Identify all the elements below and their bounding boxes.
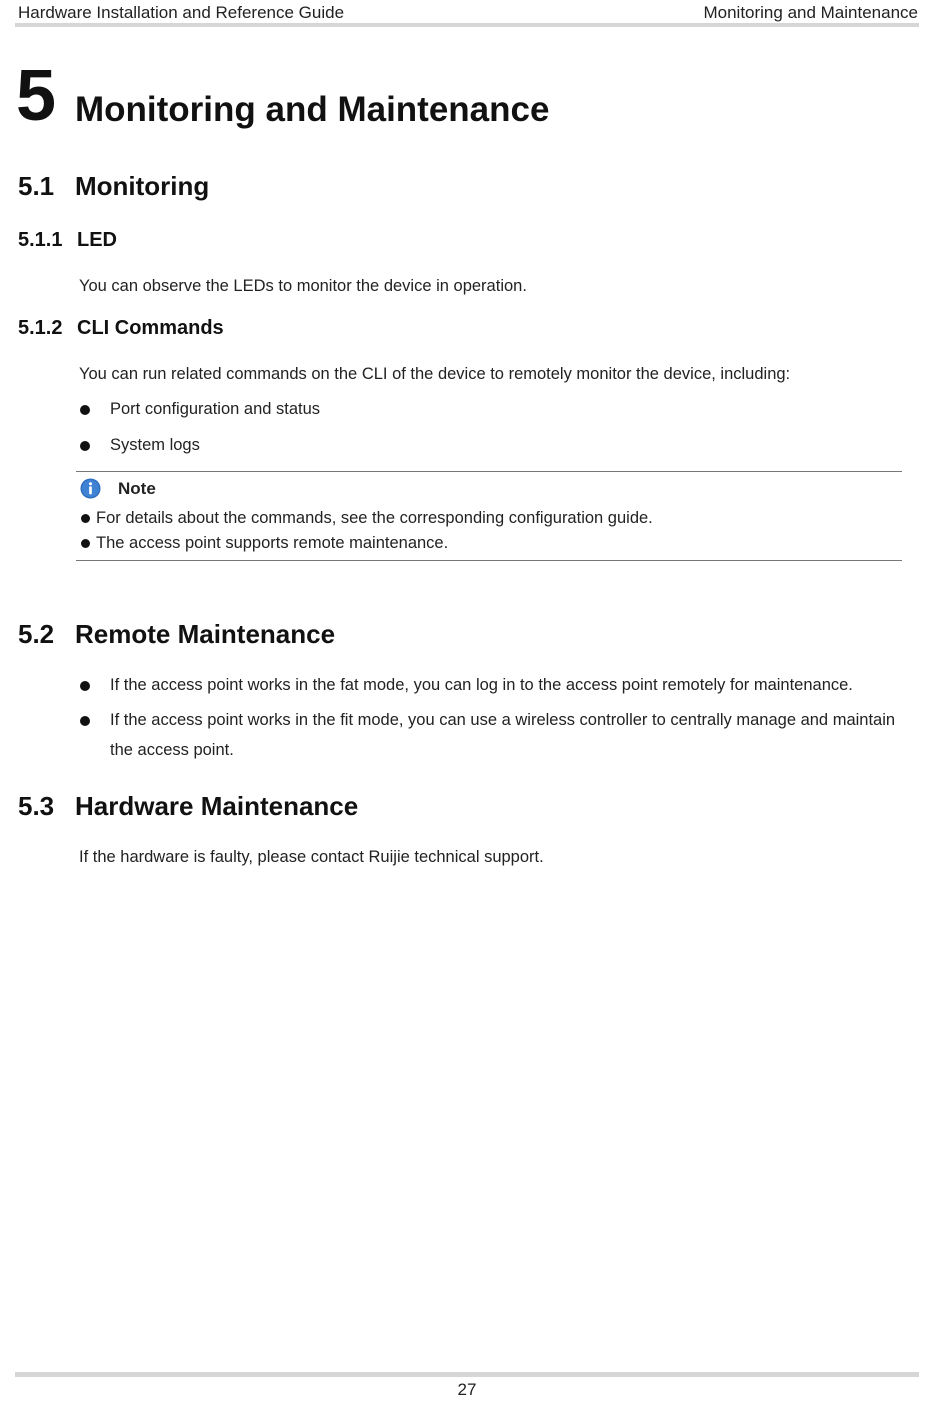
section-number: 5.2 — [18, 619, 55, 649]
section-title: CLI Commands — [77, 317, 224, 339]
section-title: Monitoring — [75, 171, 210, 201]
bullet-icon — [81, 539, 90, 548]
section-title: Hardware Maintenance — [75, 791, 359, 821]
bullet-icon — [80, 716, 90, 726]
note-item: The access point supports remote maintenance. — [96, 534, 449, 552]
cli-paragraph: You can run related commands on the CLI of the device to remotely monitor the device, including: — [79, 365, 791, 383]
led-paragraph: You can observe the LEDs to monitor the device in operation. — [79, 277, 527, 295]
bullet-icon — [80, 441, 90, 451]
list-item: If the access point works in the fat mode, you can log in to the access point remotely for maintenance. — [110, 676, 853, 694]
section-number: 5.1 — [18, 171, 55, 201]
hardware-paragraph: If the hardware is faulty, please contact Ruijie technical support. — [79, 848, 544, 866]
list-item-continuation: the access point. — [110, 741, 234, 759]
bullet-icon — [80, 405, 90, 415]
info-icon — [80, 478, 101, 499]
bullet-icon — [81, 514, 90, 523]
section-title: LED — [77, 229, 117, 251]
running-header-left: Hardware Installation and Reference Guide — [18, 3, 345, 22]
section-title: Remote Maintenance — [75, 619, 336, 649]
note-top-divider — [76, 471, 902, 472]
note-label: Note — [118, 479, 156, 498]
bullet-icon — [80, 681, 90, 691]
section-number: 5.1.1 — [18, 229, 63, 251]
list-item: Port configuration and status — [110, 400, 321, 418]
chapter-title: Monitoring and Maintenance — [75, 90, 550, 129]
list-item: System logs — [110, 436, 200, 454]
note-item: For details about the commands, see the corresponding configuration guide. — [96, 509, 653, 527]
page-number: 27 — [457, 1380, 477, 1399]
footer-divider — [15, 1372, 919, 1377]
section-number: 5.1.2 — [18, 317, 63, 339]
note-bottom-divider — [76, 560, 902, 561]
list-item: If the access point works in the fit mode, you can use a wireless controller to centrally manage and maintain — [110, 711, 896, 729]
running-header-right: Monitoring and Maintenance — [703, 3, 918, 22]
header-divider — [15, 23, 919, 27]
chapter-number: 5 — [16, 56, 57, 136]
section-number: 5.3 — [18, 791, 55, 821]
